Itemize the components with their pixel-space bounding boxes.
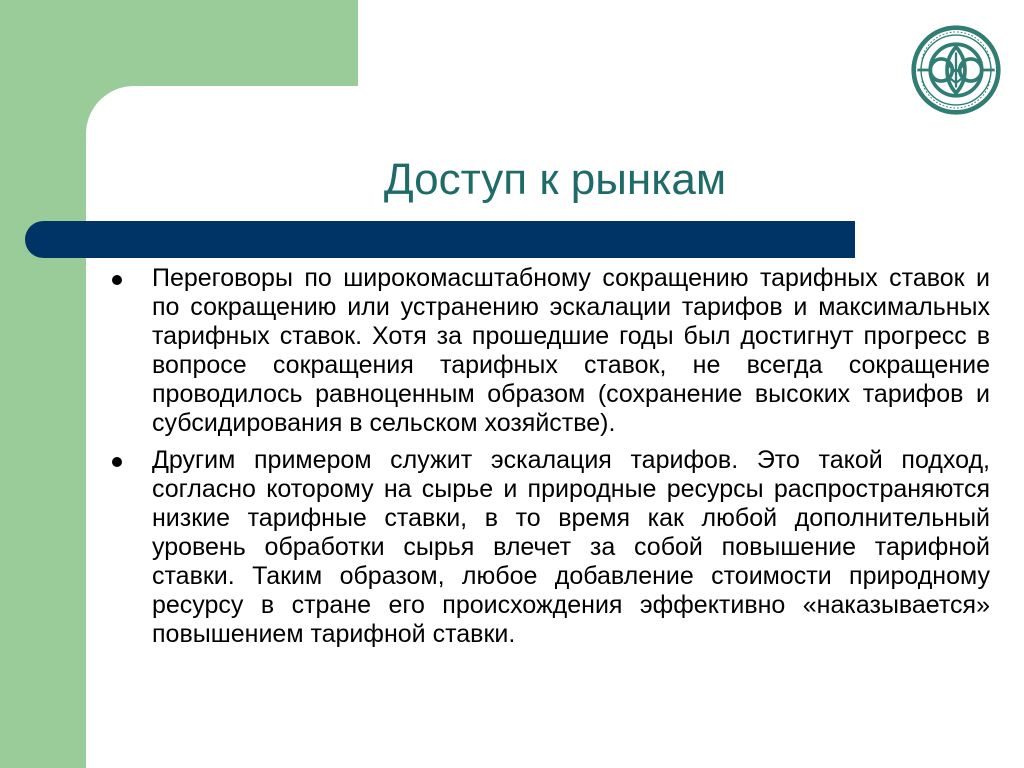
slide-title: Доступ к рынкам (383, 155, 727, 204)
bullet-dot-icon (112, 457, 122, 467)
bullet-dot-icon (112, 275, 122, 285)
bullet-text: Другим примером служит эскалация тарифов. Это такой подход, согласно которому на сырье и природные ресурсы распространяются низкие тарифные ставки, в то время как любой дополнительный уровень обработки сырья влечет за собой повышение тарифной ставки. Таким образом, любое добавление стоимости природному ресурсу в стране его происхождения эффективно «наказывается» повышением тарифной ставки. (152, 446, 990, 648)
bullet-text: Переговоры по широкомасштабному сокращению тарифных ставок и по сокращению или устранению эскалации тарифов и максимальных тарифных ставок. Хотя за прошедшие годы был достигнут прогресс в вопросе сокращения тарифных ставок, не всегда сокращение проводилось равноценным образом (сохранение высоких тарифов и субсидирования в сельском хозяйстве). (152, 264, 990, 437)
bullet-item (112, 264, 990, 438)
bullet-item (112, 446, 990, 649)
bullet-list (112, 264, 990, 657)
title-divider-bar (25, 221, 855, 258)
organization-seal-icon (910, 24, 1002, 116)
